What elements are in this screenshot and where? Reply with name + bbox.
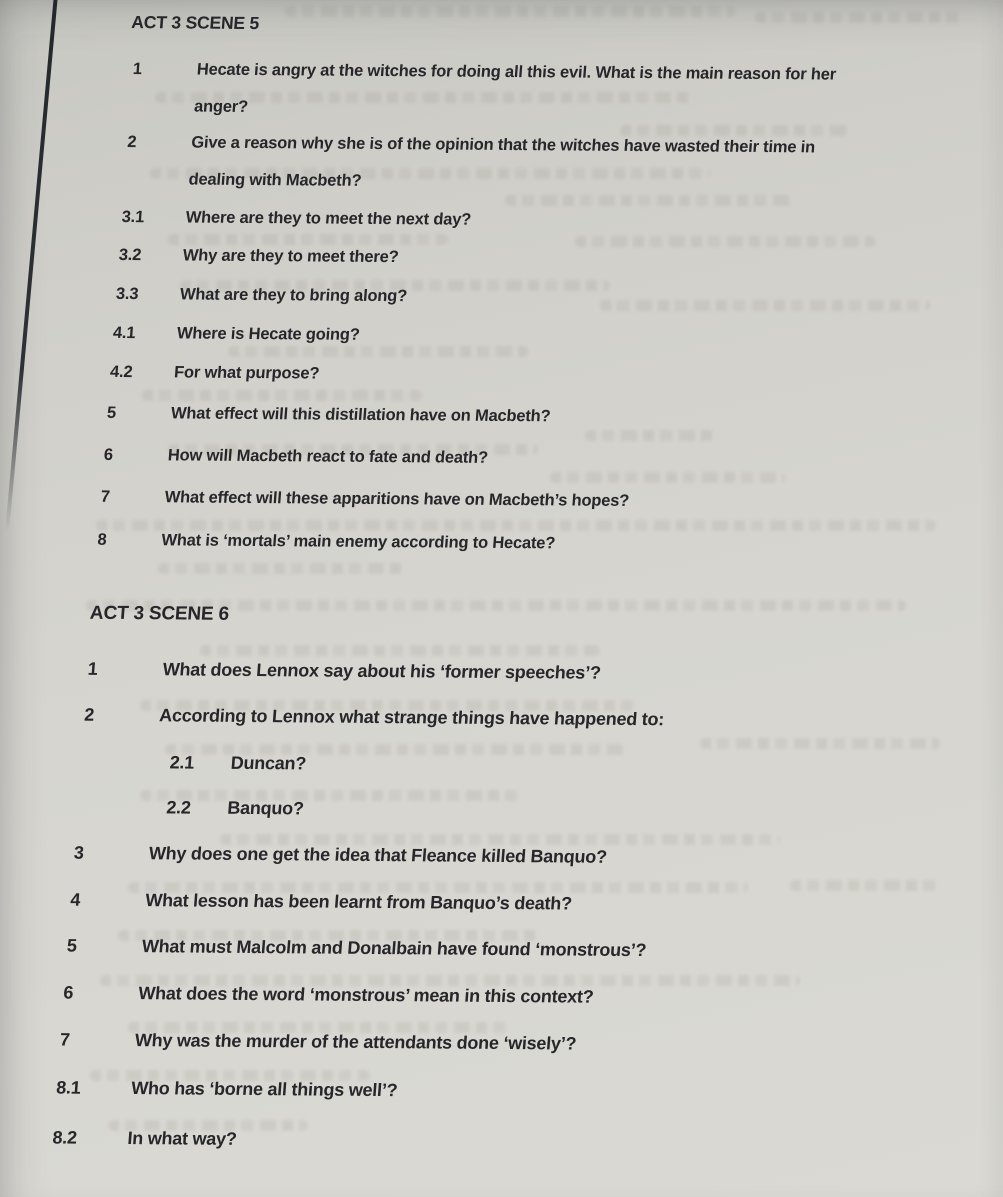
section-heading-act3-scene6: ACT 3 SCENE 6: [89, 602, 230, 625]
question-text: Why does one get the idea that Fleance killed Banquo?: [148, 843, 608, 867]
question-text: Duncan?: [230, 752, 307, 774]
question-row: [106, 395, 552, 435]
question-number: 3: [73, 842, 85, 863]
question-text: What effect will these apparitions have on Macbeth’s hopes?: [164, 488, 630, 510]
question-number: 7: [100, 487, 111, 506]
question-number: 2.2: [165, 797, 192, 818]
question-number: 4: [69, 889, 81, 910]
question-row: [112, 315, 361, 354]
question-number: 8.2: [51, 1127, 78, 1148]
question-text: What does Lennox say about his ‘former speeches’?: [162, 659, 602, 683]
question-number: 3.1: [121, 207, 145, 227]
question-row: [115, 276, 409, 315]
question-text: Who has ‘borne all things well’?: [130, 1078, 399, 1101]
question-number: 4.1: [112, 323, 137, 343]
question-number: 5: [106, 403, 117, 422]
question-text: What must Malcolm and Donalbain have found ‘monstrous’?: [141, 936, 647, 961]
question-number: 2.1: [169, 752, 195, 773]
question-row: [120, 199, 472, 239]
question-text: What does the word ‘monstrous’ mean in this context?: [137, 983, 595, 1007]
question-text: What effect will this distillation have on Macbeth?: [170, 404, 552, 426]
question-row: [109, 354, 321, 393]
question-number: 1: [87, 658, 99, 679]
question-text: Where is Hecate going?: [176, 324, 361, 344]
question-text: Where are they to meet the next day?: [185, 208, 472, 229]
question-text: According to Lennox what strange things have happened to:: [158, 705, 665, 730]
question-row: [165, 787, 305, 828]
question-row: [102, 437, 489, 477]
question-number: 1: [132, 60, 143, 79]
question-number: 3.2: [118, 245, 142, 265]
question-text: For what purpose?: [173, 363, 320, 383]
question-row: [58, 1020, 577, 1064]
question-number: 7: [59, 1029, 71, 1050]
question-number: 8.1: [55, 1077, 82, 1098]
question-number: 6: [62, 982, 74, 1003]
question-text: Banquo?: [226, 797, 305, 819]
question-row: [168, 742, 307, 783]
question-text: What lesson has been learnt from Banquo’s death?: [144, 890, 573, 914]
question-text: In what way?: [126, 1128, 238, 1149]
question-text: Hecate is angry at the witches for doing all this evil. What is the main reason for her anger?: [193, 60, 837, 116]
section-heading-act3-scene5: ACT 3 SCENE 5: [130, 12, 260, 34]
question-number: 5: [66, 935, 78, 956]
question-row: [129, 51, 838, 130]
question-row: [62, 973, 595, 1017]
question-number: 2: [126, 133, 138, 152]
question-row: [83, 695, 666, 740]
question-text: What is ‘mortals’ main enemy according to Hecate?: [160, 531, 556, 553]
question-row: [99, 479, 630, 520]
question-row: [51, 1117, 238, 1158]
question-row: [55, 1067, 399, 1110]
question-text: How will Macbeth react to fate and death?: [167, 446, 489, 467]
question-text: What are they to bring along?: [179, 285, 408, 306]
question-number: 8: [96, 530, 108, 549]
question-number: 4.2: [109, 362, 134, 382]
question-row: [117, 237, 399, 276]
question-row: [96, 522, 556, 563]
question-text: Why are they to meet there?: [182, 246, 400, 267]
question-row: [86, 649, 602, 693]
question-row: [72, 833, 608, 877]
question-row: [123, 124, 816, 203]
question-number: 3.3: [115, 284, 139, 304]
question-row: [65, 926, 647, 971]
question-number: 6: [103, 445, 114, 464]
question-row: [69, 880, 573, 924]
question-text: Why was the murder of the attendants done ‘wisely’?: [134, 1030, 577, 1054]
question-number: 2: [83, 704, 95, 725]
question-text: Give a reason why she is of the opinion that the witches have wasted their time in dealing with Macbeth?: [187, 133, 816, 190]
